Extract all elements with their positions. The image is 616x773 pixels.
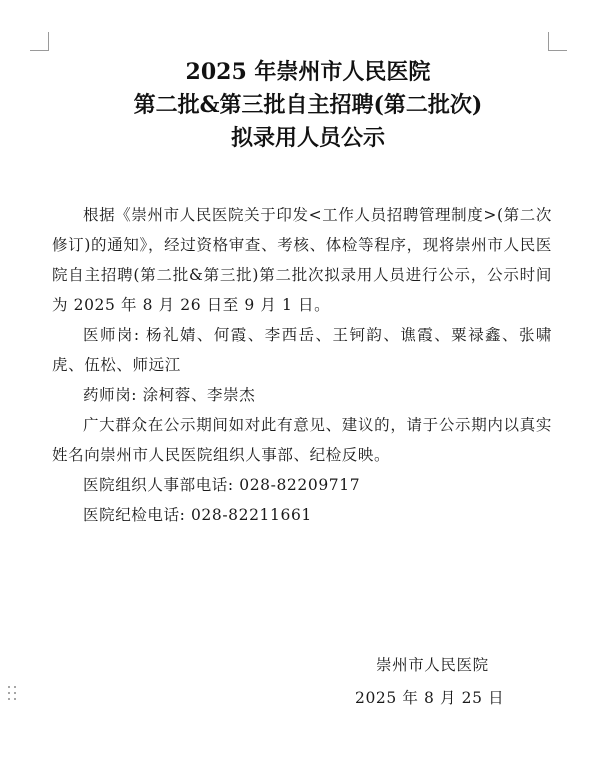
document-title (0, 56, 616, 155)
feedback-paragraph: 广大群众在公示期间如对此有意见、建议的，请于公示期内以真实姓名向崇州市人民医院组织人事部、纪检反映。 (52, 416, 552, 464)
intro-paragraph: 根据《崇州市人民医院关于印发<工作人员招聘管理制度>(第二次修订)的通知》，经过资格审查、考核、体检等程序，现将崇州市人民医院自主招聘(第二批&第三批)第二批次拟录用人员进行公示，公示时间为 2025 年 8 月 26 日至 9 月 1 日。 (52, 206, 552, 314)
signature-organization: 崇州市人民医院 (376, 656, 489, 674)
doctors-paragraph: 医师岗: 杨礼婧、何霞、李西岳、王钶韵、谯霞、粟禄鑫、张啸虎、伍松、师远江 (52, 326, 552, 374)
title-line-1: 2025 年崇州市人民医院 (185, 59, 431, 85)
crop-mark-top-right (548, 32, 567, 51)
drag-handle-icon[interactable] (8, 686, 18, 702)
document-body (52, 200, 552, 530)
title-line-3: 拟录用人员公示 (230, 125, 385, 151)
pharmacists-paragraph: 药师岗: 涂柯蓉、李崇杰 (83, 386, 256, 404)
title-line-2: 第二批&第三批自主招聘(第二批次) (133, 92, 483, 118)
hr-phone-line: 医院组织人事部电话: 028-82209717 (83, 476, 361, 494)
crop-mark-top-left (30, 32, 49, 51)
discipline-phone-line: 医院纪检电话: 028-82211661 (83, 506, 312, 524)
signature-date: 2025 年 8 月 25 日 (355, 689, 505, 707)
